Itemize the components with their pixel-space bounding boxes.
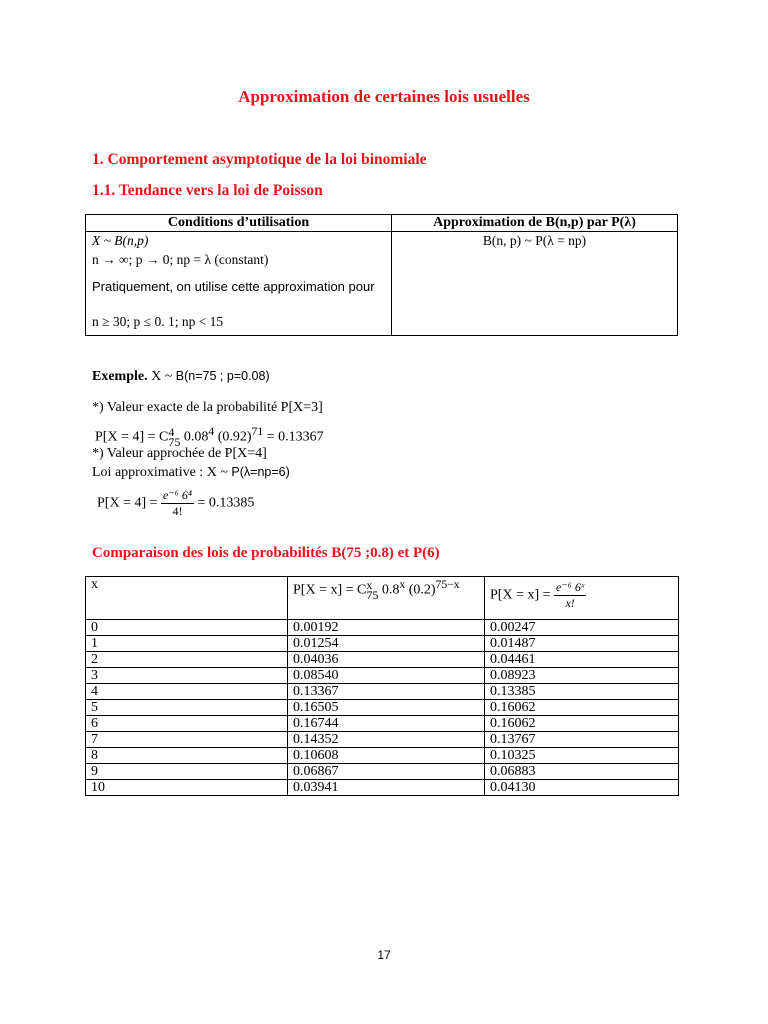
poisson-formula-lhs: P[X = x] =: [490, 587, 551, 603]
binomial-formula-rest-sup: 75−x: [435, 578, 460, 591]
conditions-cell: [86, 232, 392, 336]
cell-poisson: 0.06883: [485, 764, 679, 780]
table-row: [86, 620, 679, 636]
approx-formula-lhs: P[X = 4] =: [97, 495, 158, 511]
table-row: [86, 668, 679, 684]
table-row: [86, 764, 679, 780]
cell-binomial: 0.04036: [288, 652, 485, 668]
example-line: [92, 369, 270, 385]
approx-formula: [97, 488, 254, 519]
binomial-formula-lhs: P[X = x] = C: [293, 582, 367, 598]
approx-law-label: Loi approximative : X ~: [92, 465, 232, 480]
table-row: [86, 716, 679, 732]
example-variable: X ~: [147, 369, 176, 384]
cell-x: 2: [86, 652, 288, 668]
comparison-table-body: [86, 620, 679, 796]
cell-x: 3: [86, 668, 288, 684]
cell-x: 1: [86, 636, 288, 652]
cell-poisson: 0.00247: [485, 620, 679, 636]
cell-x: 6: [86, 716, 288, 732]
cell-x: 4: [86, 684, 288, 700]
section-heading-1: 1. Comportement asymptotique de la loi binomiale: [92, 151, 427, 168]
binomial-formula-sup: x: [366, 578, 373, 593]
approx-formula-fraction: [161, 488, 194, 519]
cell-poisson: 0.08923: [485, 668, 679, 684]
cell-x: 0: [86, 620, 288, 636]
cell-binomial: 0.10608: [288, 748, 485, 764]
approx-formula-result: = 0.13385: [197, 495, 255, 511]
table-row: [86, 700, 679, 716]
condition-line-2: n → ∞; p → 0; np = λ (constant): [92, 252, 269, 267]
example-label: Exemple.: [92, 369, 148, 384]
page-number: 17: [377, 948, 391, 962]
cell-x: 5: [86, 700, 288, 716]
comparison-header-binomial: [288, 577, 485, 620]
approx-formula-numerator: e⁻⁶ 6⁴: [163, 488, 193, 502]
binomial-formula-rest: (0.2): [405, 582, 436, 598]
cell-poisson: 0.10325: [485, 748, 679, 764]
page-title: Approximation de certaines lois usuelles: [238, 87, 530, 106]
poisson-formula-denominator: x!: [565, 596, 575, 610]
cell-poisson: 0.13767: [485, 732, 679, 748]
exact-formula-result: = 0.13367: [263, 429, 324, 445]
cell-binomial: 0.16505: [288, 700, 485, 716]
table-row: [86, 780, 679, 796]
table-row: [86, 748, 679, 764]
comparison-header-x: x: [86, 577, 288, 620]
cell-binomial: 0.16744: [288, 716, 485, 732]
poisson-formula-numerator: e⁻⁶ 6ˣ: [556, 580, 585, 594]
cell-x: 10: [86, 780, 288, 796]
cell-binomial: 0.14352: [288, 732, 485, 748]
approx-law-distribution: P(λ=np=6): [231, 465, 290, 479]
approx-formula-denominator: 4!: [172, 504, 183, 518]
exact-formula-lhs: P[X = 4] = C: [95, 429, 169, 445]
conditions-table: [85, 214, 678, 336]
table-row: [86, 684, 679, 700]
table-row: [86, 652, 679, 668]
exact-formula-rest: (0.92): [214, 429, 252, 445]
cell-binomial: 0.08540: [288, 668, 485, 684]
comparison-table: [85, 576, 679, 796]
cell-x: 8: [86, 748, 288, 764]
exact-formula-mid-sup: 4: [208, 425, 215, 438]
cell-binomial: 0.06867: [288, 764, 485, 780]
comparison-heading: Comparaison des lois de probabilités B(75 ;0.8) et P(6): [92, 545, 440, 561]
condition-line-4: n ≥ 30; p ≤ 0. 1; np < 15: [92, 314, 224, 329]
condition-line-3: Pratiquement, on utilise cette approximation pour: [92, 279, 375, 294]
example-distribution: B(n=75 ; p=0.08): [175, 369, 270, 383]
cell-x: 9: [86, 764, 288, 780]
approximation-cell: [392, 232, 678, 336]
approx-value-heading: *) Valeur approchée de P[X=4]: [92, 446, 267, 461]
approximation-formula: B(n, p) ~ P(λ = np): [482, 233, 587, 248]
cell-poisson: 0.01487: [485, 636, 679, 652]
cell-binomial: 0.01254: [288, 636, 485, 652]
condition-line-1: X ~ B(n,p): [92, 233, 149, 248]
binomial-formula-mid: 0.8: [378, 582, 400, 598]
cell-binomial: 0.00192: [288, 620, 485, 636]
cell-binomial: 0.13367: [288, 684, 485, 700]
approximation-header: Approximation de B(n,p) par P(λ): [392, 215, 678, 232]
approx-law-line: [92, 465, 290, 481]
exact-formula-rest-sup: 71: [251, 425, 264, 438]
exact-formula-sub: 75: [168, 435, 181, 450]
table-row: [86, 636, 679, 652]
binomial-formula-mid-sup: x: [399, 578, 406, 591]
cell-poisson: 0.16062: [485, 700, 679, 716]
exact-formula-sup: 4: [168, 425, 175, 440]
conditions-header: Conditions d’utilisation: [86, 215, 392, 232]
exact-formula-mid: 0.08: [180, 429, 209, 445]
cell-binomial: 0.03941: [288, 780, 485, 796]
cell-x: 7: [86, 732, 288, 748]
comparison-header-poisson: [485, 577, 679, 620]
poisson-formula-fraction: [554, 580, 586, 611]
cell-poisson: 0.16062: [485, 716, 679, 732]
cell-poisson: 0.13385: [485, 684, 679, 700]
table-row: [86, 732, 679, 748]
binomial-formula-sub: 75: [366, 588, 379, 603]
cell-poisson: 0.04461: [485, 652, 679, 668]
section-heading-1-1: 1.1. Tendance vers la loi de Poisson: [92, 182, 323, 199]
exact-value-heading: *) Valeur exacte de la probabilité P[X=3]: [92, 400, 323, 415]
cell-poisson: 0.04130: [485, 780, 679, 796]
